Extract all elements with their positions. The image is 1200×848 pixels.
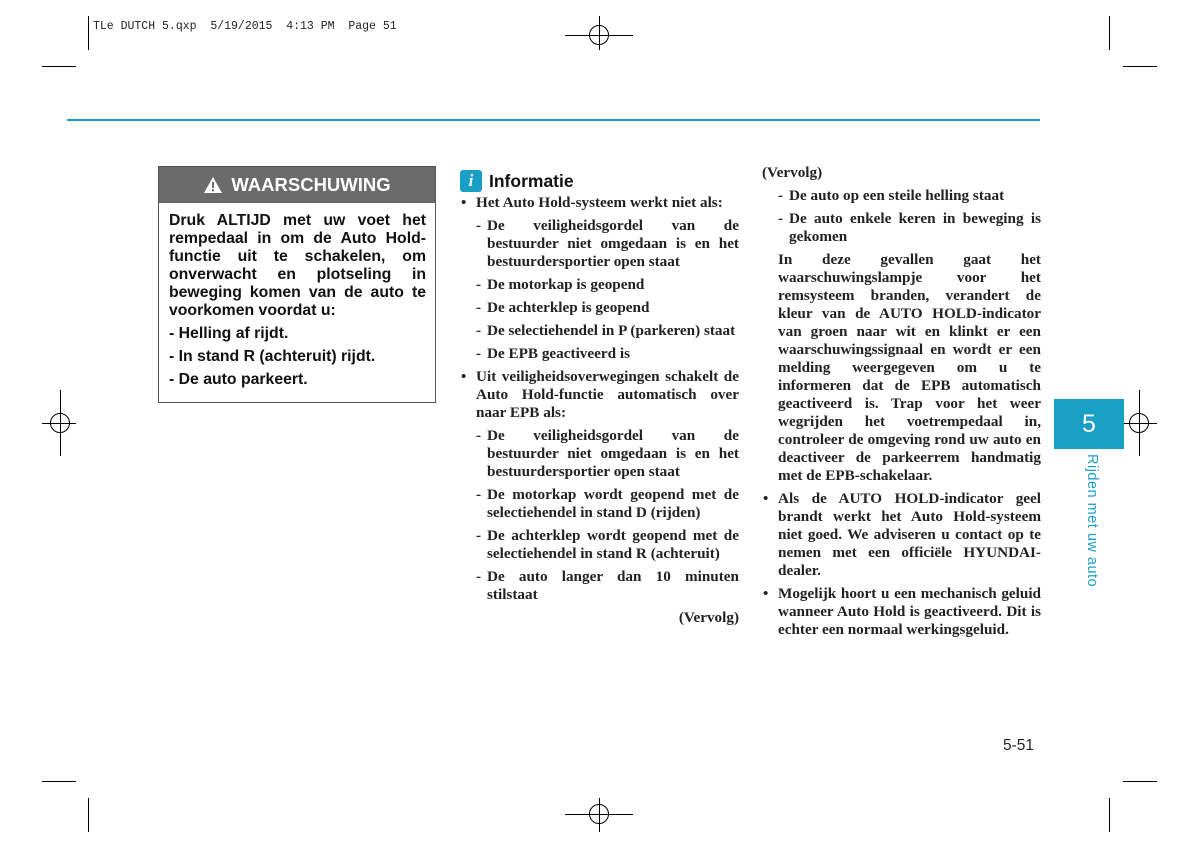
- list-item: - De selectiehendel in P (parkeren) staat: [476, 322, 736, 339]
- list-item: - De auto op een steile helling staat: [778, 187, 1005, 204]
- chapter-tab: 5: [1054, 399, 1124, 449]
- warning-header: [159, 167, 435, 203]
- warning-box: [158, 166, 436, 403]
- warning-item: - Helling af rijdt.: [169, 325, 289, 342]
- continued-heading: (Vervolg): [762, 164, 823, 181]
- crop-mark: [42, 781, 76, 782]
- list-item: - De EPB geactiveerd is: [476, 345, 630, 362]
- list-item: • Mogelijk hoort u een mechanisch geluid wanneer Auto Hold is geactiveerd. Dit is echter een normaal werkingsgeluid.: [762, 585, 1041, 639]
- warning-title: WAARSCHUWING: [231, 174, 391, 195]
- continued-note: (Vervolg): [678, 609, 739, 626]
- page-number: 5-51: [1003, 737, 1035, 754]
- right-column: [762, 164, 1041, 644]
- list-item: - De veiligheidsgordel van de bestuurder niet omgedaan is en het bestuurdersportier open staat: [476, 427, 739, 480]
- print-slug: TLe DUTCH 5.qxp 5/19/2015 4:13 PM Page 51: [93, 20, 397, 33]
- list-item: • Het Auto Hold-systeem werkt niet als:: [460, 194, 739, 212]
- warning-intro: Druk ALTIJD met uw voet het rempedaal in om de Auto Hold-functie uit te schakelen, om onverwacht en plotseling in beweging komen van de auto te voorkomen voordat u:: [169, 212, 426, 319]
- warning-triangle-icon: [203, 176, 223, 194]
- list-item: - De motorkap is geopend: [476, 276, 645, 293]
- chapter-label: Rijden met uw auto: [1084, 454, 1100, 588]
- crop-mark: [42, 66, 76, 67]
- list-item: - De auto langer dan 10 minuten stilstaat: [476, 568, 739, 603]
- info-column: [460, 170, 739, 627]
- crop-mark: [1123, 781, 1157, 782]
- info-heading: [460, 170, 739, 192]
- warning-item: - In stand R (achteruit) rijdt.: [169, 348, 376, 365]
- list-item: - De achterklep is geopend: [476, 299, 650, 316]
- crop-mark: [88, 798, 89, 832]
- crop-mark: [88, 16, 89, 50]
- crop-mark: [1109, 798, 1110, 832]
- header-rule: [67, 119, 1040, 121]
- crop-mark: [1123, 66, 1157, 67]
- list-item: - De auto enkele keren in beweging is gekomen: [778, 210, 1041, 245]
- crop-mark: [1109, 16, 1110, 50]
- list-item: • Uit veiligheidsoverwegingen schakelt de Auto Hold-functie automatisch over naar EPB als:: [460, 368, 739, 422]
- list-item: - De motorkap wordt geopend met de selectiehendel in stand D (rijden): [476, 486, 739, 521]
- warning-body: [159, 203, 435, 389]
- paragraph: In deze gevallen gaat het waarschuwingslampje voor het remsysteem branden, verandert de kleur van de AUTO HOLD-indicator van groen naar wit en klinkt er een waarschuwingssignaal en wordt er een melding weergegeven om u te informeren dat de EPB automatisch geactiveerd is. Trap voor het weer wegrijden het voetrempedaal in, controleer de omgeving rond uw auto en deactiveer de parkeerrem handmatig met de EPB-schakelaar.: [778, 251, 1041, 484]
- info-icon: i: [460, 170, 482, 192]
- list-item: - De achterklep wordt geopend met de selectiehendel in stand R (achteruit): [476, 527, 739, 562]
- warning-item: - De auto parkeert.: [169, 371, 308, 388]
- list-item: • Als de AUTO HOLD-indicator geel brandt werkt het Auto Hold-systeem niet goed. We adviseren u contact op te nemen met een officiële HYUNDAI-dealer.: [762, 490, 1041, 580]
- info-title: Informatie: [489, 171, 574, 191]
- list-item: - De veiligheidsgordel van de bestuurder niet omgedaan is en het bestuurdersportier open staat: [476, 217, 739, 270]
